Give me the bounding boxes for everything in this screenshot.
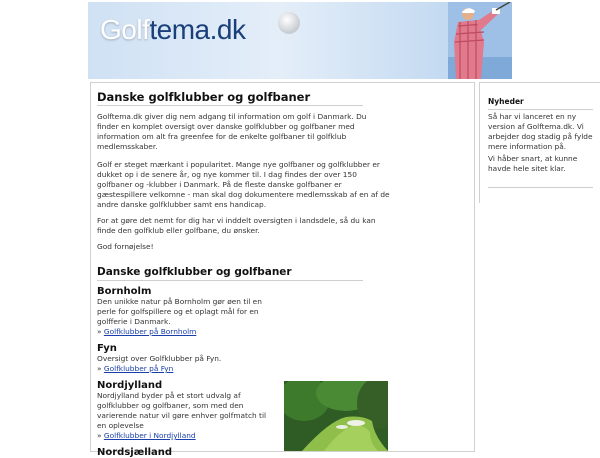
main-content [90, 82, 475, 458]
site-logo[interactable]: Golftema.dk [100, 14, 246, 45]
region-title-fyn: Fyn [97, 343, 117, 354]
intro-paragraph-3: For at gøre det nemt for dig har vi inddelt oversigten i landsdele, så du kan finde den golfklub eller golfbane, du ønsker. [97, 216, 376, 235]
region-link-fyn: » Golfklubber på Fyn [97, 364, 174, 373]
region-link-nordjylland: » Golfklubber i Nordjylland [97, 431, 196, 440]
intro-paragraph-2: Golf er steget mærkant i popularitet. Mange nye golfbaner og golfklubber er dukket op i de senere år, og nye kommer til. I dag findes der over 150 golfbaner og -klubber i Danmark. På de fleste danske golfbaner er gæstespillere velkomne - man skal dog dokumentere medlemsskab af en af de andre danske golfklubber samt ens handicap. [97, 160, 390, 209]
page-title: Danske golfklubber og golfbaner [97, 90, 311, 104]
link-golfklubber-fyn[interactable]: Golfklubber på Fyn [103, 364, 174, 373]
news-text-1: Så har vi lanceret en ny version af Golftema.dk. Vi arbejder dog stadig på fylde mere information på. [488, 112, 593, 151]
intro-paragraph-4: God fornøjelse! [97, 242, 154, 251]
header-banner [88, 2, 512, 79]
golf-ball-icon [276, 10, 302, 36]
region-title-bornholm: Bornholm [97, 286, 152, 297]
golf-course-photo [284, 381, 388, 451]
intro-paragraph-1: Golftema.dk giver dig nem adgang til information om golf i Danmark. Du finder en komplet oversigt over danske golfklubber og golfbaner med information om alt fra greenfee for de enkelte golfbaner til golfklub medlemsskaber. [97, 112, 367, 151]
region-title-nordsjaelland: Nordsjælland [97, 447, 173, 458]
page [88, 2, 593, 458]
section-divider [97, 280, 363, 281]
region-link-bornholm: » Golfklubber på Bornholm [97, 327, 197, 336]
news-title-divider [488, 109, 593, 110]
title-divider [97, 105, 363, 106]
region-title-nordjylland: Nordjylland [97, 380, 163, 391]
news-bottom-divider [488, 187, 593, 188]
region-desc-fyn: Oversigt over Golfklubber på Fyn. [97, 354, 222, 363]
region-desc-bornholm: Den unikke natur på Bornholm gør øen til en perle for golfspillere og et oplagt mål for en golfferie i Danmark. [97, 297, 262, 326]
news-title: Nyheder [488, 97, 524, 106]
golfer-photo [448, 2, 512, 79]
link-golfklubber-bornholm[interactable]: Golfklubber på Bornholm [103, 327, 197, 336]
link-golfklubber-nordjylland[interactable]: Golfklubber i Nordjylland [103, 431, 196, 440]
region-desc-nordjylland: Nordjylland byder på et stort udvalg af golfklubber og golfbaner, som med den varierende natur vil gøre enhver golfmatch til en oplevelse [97, 391, 267, 430]
section-title: Danske golfklubber og golfbaner [97, 266, 292, 278]
news-sidebar [479, 82, 600, 203]
news-text-2: Vi håber snart, at kunne havde hele sitet klar. [488, 154, 578, 173]
